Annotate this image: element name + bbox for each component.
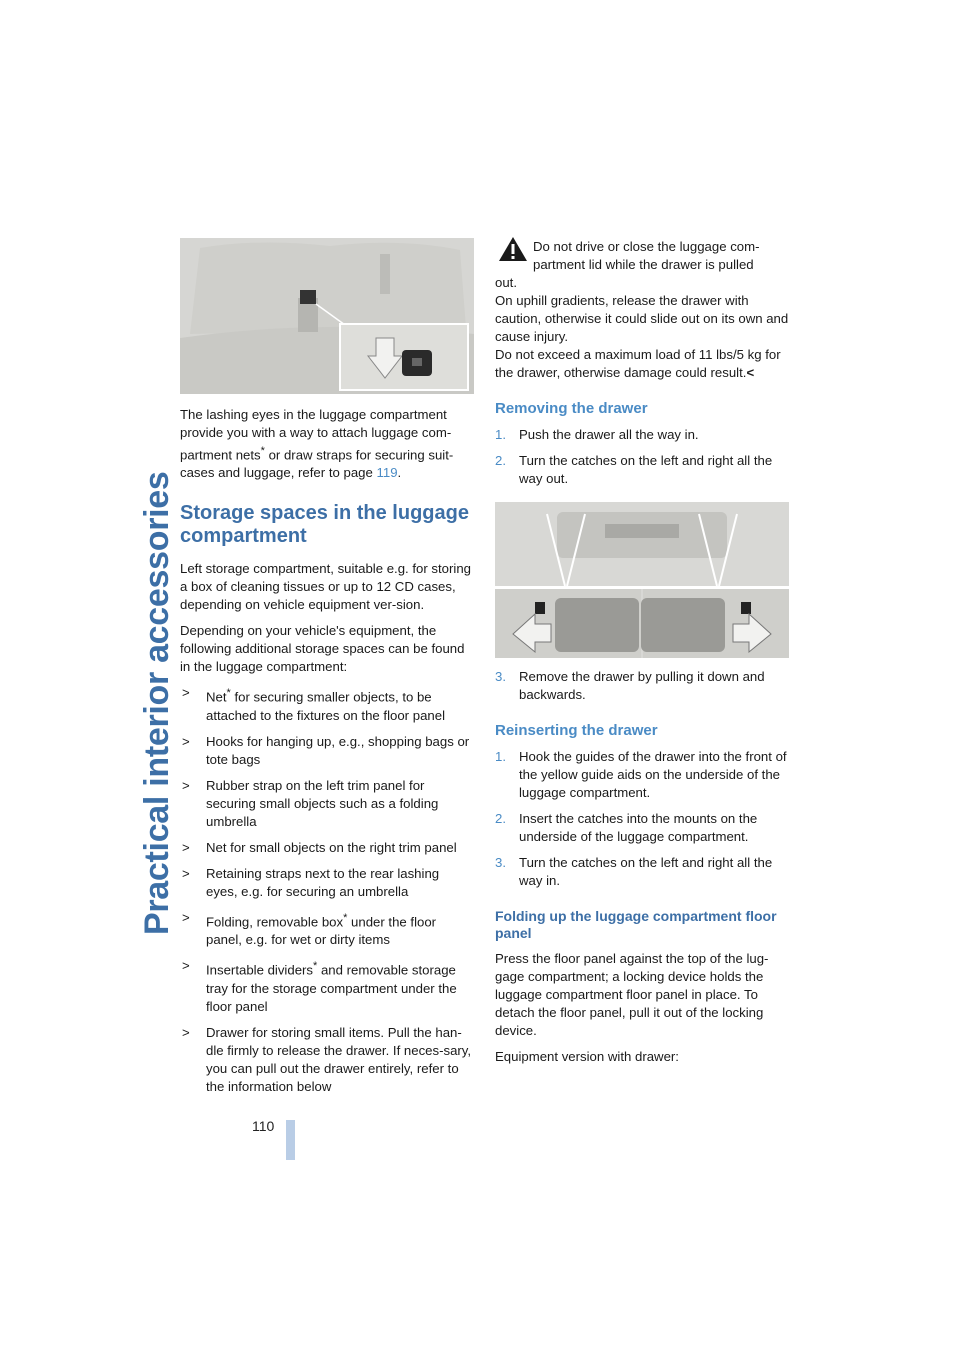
page-119-link[interactable]: 119 <box>376 465 398 481</box>
end-mark: < <box>746 365 755 380</box>
chapter-title-text: Practical interior accessories <box>138 471 176 935</box>
lashing-eyes-illustration <box>180 238 474 394</box>
list-item: 3. Turn the catches on the left and right all the way in. <box>495 855 773 888</box>
equipment-text: Equipment version with drawer: <box>495 1049 679 1064</box>
right-column <box>495 238 789 1074</box>
lashing-eyes-text: The lashing eyes in the luggage compartment provide you with a way to attach luggage com-partment nets* or draw straps for securing suit-cases and luggage, refer to page 119. <box>180 407 454 481</box>
page-bar <box>286 1120 295 1160</box>
folding-text: Press the floor panel against the top of the lug-gage compartment; a locking device holds the luggage compartment floor panel in place. To detach the floor panel, pull it out of the locking device. <box>495 951 769 1038</box>
list-item: > Net for small objects on the right trim panel <box>182 839 457 855</box>
list-item: > Retaining straps next to the rear lashing eyes, e.g. for securing an umbrella <box>182 865 440 899</box>
folding-heading: Folding up the luggage compartment floor panel <box>495 908 777 941</box>
left-column <box>180 238 474 1104</box>
drawer-catches-illustration <box>495 502 789 658</box>
list-item: > Drawer for storing small items. Pull the han-dle firmly to release the drawer. If neces-sary, you can pull out the drawer entirely, refer to the information below <box>182 1024 472 1094</box>
warning-triangle-icon <box>498 236 528 262</box>
list-item: > Rubber strap on the left trim panel for securing small objects such as a folding umbrella <box>182 777 439 829</box>
warning-lead: Do not drive or close the luggage com-partment lid while the drawer is pulled <box>533 239 760 272</box>
list-item: 2. Turn the catches on the left and right all the way out. <box>495 453 773 486</box>
list-item: > Net* for securing smaller objects, to be attached to the fixtures on the floor panel <box>182 685 445 723</box>
list-item: > Hooks for hanging up, e.g., shopping bags or tote bags <box>182 733 470 767</box>
rear-seat-drawing <box>180 238 474 394</box>
list-item: > Folding, removable box* under the floor panel, e.g. for wet or dirty items <box>182 909 437 948</box>
storage-para-1: Left storage compartment, suitable e.g. for storing a box of cleaning tissues or up to 12 CD cases, depending on vehicle equipment ver-sion. <box>180 561 472 613</box>
list-item: 2. Insert the catches into the mounts on the underside of the luggage compartment. <box>495 811 758 844</box>
list-item: > Insertable dividers* and removable storage tray for the storage compartment under the floor panel <box>182 958 457 1014</box>
list-item: 3. Remove the drawer by pulling it down and backwards. <box>495 669 765 702</box>
page-number: 110 <box>252 1118 275 1134</box>
warning-block <box>495 238 789 274</box>
sidebar-chapter-title <box>128 235 174 1290</box>
reinserting-heading: Reinserting the drawer <box>495 722 658 739</box>
warning-continued: out. On uphill gradients, release the drawer with caution, otherwise it could slide out on its own and cause injury. Do not exceed a maximum load of 11 lbs/5 kg for the drawer, otherwise damage could result.< <box>495 275 789 380</box>
list-item: 1. Hook the guides of the drawer into the front of the yellow guide aids on the underside of the luggage compartment. <box>495 749 787 800</box>
storage-para-2: Depending on your vehicle's equipment, the following additional storage spaces can be found in the luggage compartment: <box>180 623 465 675</box>
section-heading: Storage spaces in the luggage compartment <box>180 502 469 548</box>
removing-heading: Removing the drawer <box>495 400 648 417</box>
list-item: 1. Push the drawer all the way in. <box>495 427 699 442</box>
drawer-drawing <box>495 502 789 658</box>
